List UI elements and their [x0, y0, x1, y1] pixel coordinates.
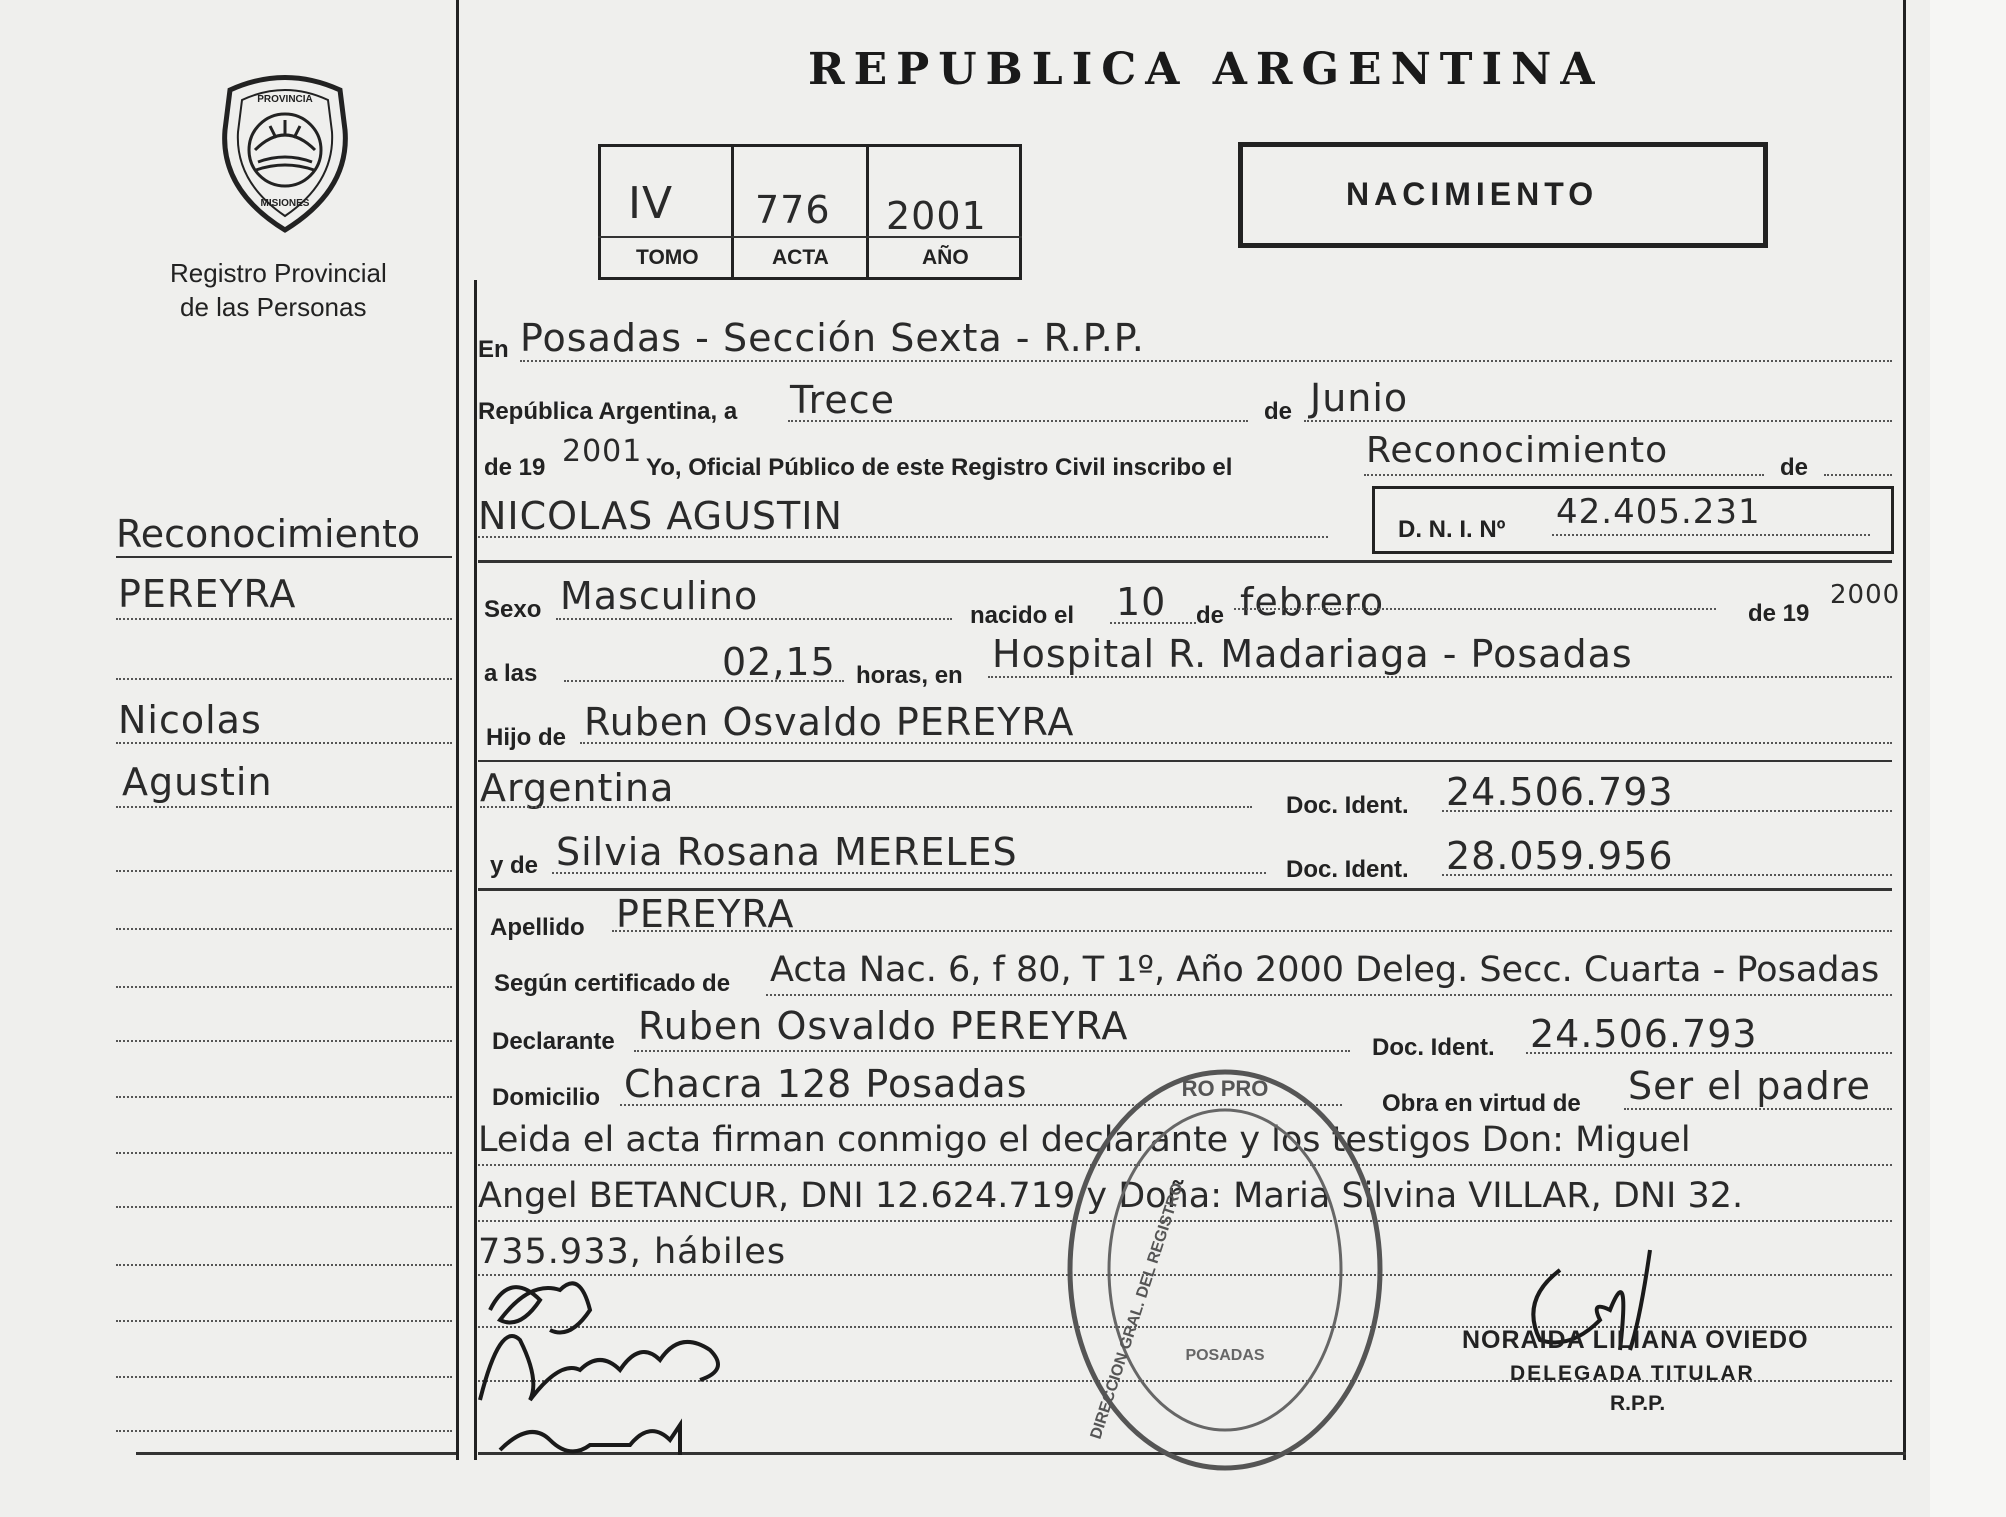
act-type-value: Reconocimiento — [1366, 430, 1669, 471]
mother-value: Silvia Rosana MERELES — [556, 830, 1018, 874]
margin-dotted-line — [116, 986, 452, 988]
registration-box-divider — [731, 144, 734, 277]
margin-note-rule — [116, 556, 452, 558]
registry-line-2: de las Personas — [180, 292, 367, 322]
born-label: nacido el — [970, 602, 1075, 629]
svg-text:RO PRO: RO PRO — [1181, 1076, 1269, 1101]
margin-dotted-line — [116, 928, 452, 930]
dni-line — [1552, 534, 1870, 536]
father-doc-line — [1442, 810, 1892, 812]
year-value: 2001 — [562, 434, 643, 469]
day-value: Trece — [790, 378, 896, 422]
father-line — [580, 742, 1892, 744]
full-name-line — [478, 536, 1328, 538]
father-doc-label: Doc. Ident. — [1286, 792, 1409, 819]
official-org: R.P.P. — [1610, 1392, 1666, 1415]
born-year-value: 2000 — [1830, 580, 1901, 610]
declarant-line — [634, 1050, 1350, 1052]
de19-label: de 19 — [484, 454, 546, 481]
parents-rule — [478, 888, 1892, 891]
acta-value: 776 — [755, 188, 831, 232]
de-end-line — [1824, 474, 1892, 476]
section-rule — [478, 560, 1892, 563]
ano-value: 2001 — [886, 194, 987, 238]
dni-label: D. N. I. Nº — [1398, 516, 1506, 543]
declarant-doc-line — [1526, 1052, 1892, 1054]
certificate-value: Acta Nac. 6, f 80, T 1º, Año 2000 Deleg. Secc. Cuarta - Posadas — [770, 950, 1880, 990]
witness-signatures-icon — [470, 1250, 770, 1480]
mother-doc-label: Doc. Ident. — [1286, 856, 1409, 883]
svg-text:POSADAS: POSADAS — [1185, 1347, 1265, 1364]
en-label: En — [478, 336, 509, 363]
certificate-label: Según certificado de — [494, 970, 731, 997]
de19-label-2: de 19 — [1748, 600, 1810, 627]
full-name-value: NICOLAS AGUSTIN — [478, 494, 843, 538]
svg-text:MISIONES: MISIONES — [260, 198, 310, 209]
act-type-line — [1364, 474, 1764, 476]
birthplace-line — [988, 676, 1892, 678]
by-virtue-label: Obra en virtud de — [1382, 1090, 1581, 1117]
at-label: a las — [484, 660, 538, 687]
child-of-label: Hijo de — [486, 724, 567, 751]
father-nationality-value: Argentina — [480, 766, 675, 810]
surname-line — [612, 930, 1892, 932]
mother-line — [552, 872, 1266, 874]
margin-dotted-line — [116, 806, 452, 808]
dni-value: 42.405.231 — [1556, 492, 1761, 532]
margin-line-1: PEREYRA — [118, 572, 297, 616]
declarant-doc-value: 24.506.793 — [1530, 1012, 1758, 1056]
margin-line-4: Agustin — [122, 760, 273, 804]
registry-line-1: Registro Provincial — [170, 258, 387, 288]
sex-value: Masculino — [560, 574, 759, 618]
sex-label: Sexo — [484, 596, 542, 623]
margin-line-3: Nicolas — [118, 698, 262, 742]
father-rule — [478, 760, 1892, 762]
month-line — [1304, 420, 1892, 422]
official-stamp-icon — [1060, 1060, 1390, 1480]
ano-label: AÑO — [922, 246, 969, 269]
surname-value: PEREYRA — [616, 892, 795, 936]
certificate-line — [766, 994, 1892, 996]
provincial-seal-icon — [210, 70, 360, 240]
official-name: NORAIDA LILIANA OVIEDO — [1462, 1326, 1809, 1354]
hours-in-label: horas, en — [856, 662, 963, 689]
by-virtue-line — [1624, 1108, 1892, 1110]
margin-note: Reconocimiento — [116, 512, 421, 556]
margin-dotted-line — [116, 1040, 452, 1042]
tomo-label: TOMO — [636, 246, 699, 269]
margin-dotted-line — [116, 1152, 452, 1154]
oficial-label: Yo, Oficial Público de este Registro Civil inscribo el — [646, 454, 1233, 481]
sex-line — [556, 618, 952, 620]
registration-box-divider — [866, 144, 869, 277]
hour-value: 02,15 — [722, 640, 836, 684]
tomo-value: IV — [628, 178, 674, 229]
father-doc-value: 24.506.793 — [1446, 770, 1674, 814]
born-day-line — [1110, 622, 1196, 624]
address-label: Domicilio — [492, 1084, 601, 1111]
en-line — [520, 360, 1892, 362]
address-value: Chacra 128 Posadas — [624, 1062, 1028, 1106]
and-of-label: y de — [490, 852, 539, 879]
de-end-label: de — [1780, 454, 1809, 481]
acta-label: ACTA — [772, 246, 829, 269]
document-type: NACIMIENTO — [1346, 176, 1599, 212]
republica-label: República Argentina, a — [478, 398, 738, 425]
margin-dotted-line — [116, 742, 452, 744]
declarant-value: Ruben Osvaldo PEREYRA — [638, 1004, 1129, 1048]
by-virtue-value: Ser el padre — [1628, 1064, 1871, 1108]
closing-text-line-2: Angel BETANCUR, DNI 12.624.719 y Doña: Maria Silvina VILLAR, DNI 32. — [478, 1176, 1744, 1216]
margin-divider — [456, 0, 459, 1460]
month-value: Junio — [1310, 376, 1409, 420]
born-month-value: febrero — [1240, 580, 1385, 624]
margin-dotted-line — [116, 870, 452, 872]
margin-dotted-line — [116, 1206, 452, 1208]
father-value: Ruben Osvaldo PEREYRA — [584, 700, 1075, 744]
margin-bottom-rule — [136, 1452, 456, 1455]
day-line — [788, 420, 1248, 422]
born-day-value: 10 — [1116, 580, 1167, 624]
hour-line — [564, 680, 844, 682]
declarant-doc-label: Doc. Ident. — [1372, 1034, 1495, 1061]
margin-dotted-line — [116, 618, 452, 620]
svg-text:PROVINCIA: PROVINCIA — [257, 94, 313, 105]
svg-text:DIRECCION GRAL. DEL REGISTRO: DIRECCION GRAL. DEL REGISTRO — [1087, 1180, 1187, 1442]
mother-doc-line — [1442, 874, 1892, 876]
en-value: Posadas - Sección Sexta - R.P.P. — [520, 316, 1145, 360]
margin-dotted-line — [116, 1376, 452, 1378]
de-label-2: de — [1196, 602, 1225, 629]
birthplace-value: Hospital R. Madariaga - Posadas — [992, 632, 1633, 676]
form-right-rule — [1903, 0, 1906, 1460]
margin-dotted-line — [116, 1320, 452, 1322]
margin-dotted-line — [116, 1430, 452, 1432]
father-nationality-line — [480, 806, 1252, 808]
country-title: REPUBLICA ARGENTINA — [808, 44, 1604, 95]
mother-doc-value: 28.059.956 — [1446, 834, 1674, 878]
official-title: DELEGADA TITULAR — [1510, 1362, 1755, 1385]
born-month-line — [1234, 608, 1716, 610]
margin-dotted-line — [116, 678, 452, 680]
de-label: de — [1264, 398, 1293, 425]
closing-text-line-1: Leida el acta firman conmigo el declarante y los testigos Don: Miguel — [478, 1120, 1691, 1160]
closing-text-line-3: 735.933, hábiles — [478, 1232, 787, 1272]
declarant-label: Declarante — [492, 1028, 615, 1055]
surname-label: Apellido — [490, 914, 585, 941]
margin-dotted-line — [116, 1096, 452, 1098]
page-edge — [1930, 0, 2006, 1517]
margin-dotted-line — [116, 1264, 452, 1266]
